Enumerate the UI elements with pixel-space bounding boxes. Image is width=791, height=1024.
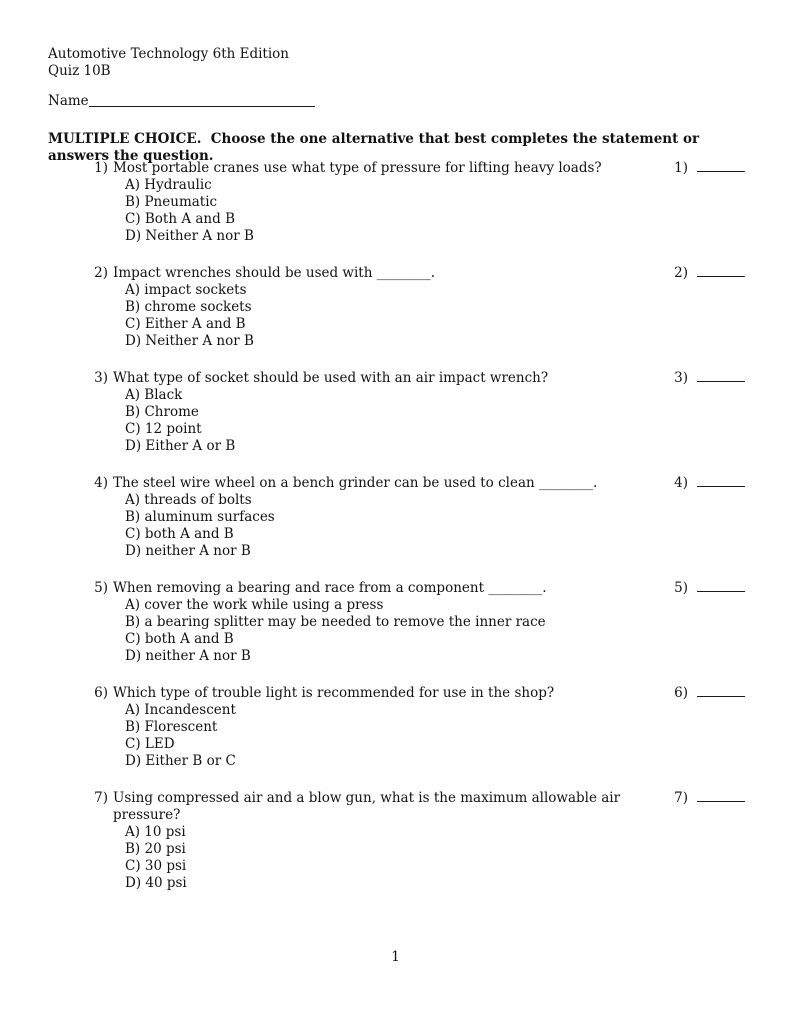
answer-slot: [671, 685, 745, 702]
question-main: [92, 685, 671, 770]
question-number: 4): [94, 475, 108, 491]
option: C) both A and B: [125, 631, 234, 647]
options-list: [125, 387, 655, 455]
answer-number: 4): [674, 475, 688, 491]
question-main: [92, 790, 671, 892]
option: D) Neither A nor B: [125, 333, 254, 349]
question-number: 6): [94, 685, 108, 701]
option: D) neither A nor B: [125, 543, 251, 559]
option: D) Neither A nor B: [125, 228, 254, 244]
options-list: [125, 702, 655, 770]
option: B) chrome sockets: [125, 299, 252, 315]
answer-blank[interactable]: [697, 696, 745, 697]
question-number: 1): [94, 160, 108, 176]
option: A) cover the work while using a press: [125, 597, 384, 613]
question-text: Using compressed air and a blow gun, what is the maximum allowable air pressure?: [113, 790, 621, 823]
option: B) Chrome: [125, 404, 199, 420]
option: B) 20 psi: [125, 841, 186, 857]
question-text: Impact wrenches should be used with ________.: [113, 265, 435, 281]
options-list: [125, 177, 655, 245]
answer-number: 1): [674, 160, 688, 176]
option: C) both A and B: [125, 526, 234, 542]
question-main: [92, 160, 671, 245]
option: B) a bearing splitter may be needed to remove the inner race: [125, 614, 546, 630]
name-label: Name: [48, 93, 89, 109]
question-text: When removing a bearing and race from a component ________.: [113, 580, 547, 596]
question-number: 2): [94, 265, 108, 281]
option: D) Either B or C: [125, 753, 236, 769]
question-main: [92, 370, 671, 455]
question-line: [92, 685, 655, 702]
option: A) Black: [125, 387, 183, 403]
options-list: [125, 282, 655, 350]
question-text: Most portable cranes use what type of pressure for lifting heavy loads?: [113, 160, 602, 176]
answer-number: 3): [674, 370, 688, 386]
options-list: [125, 492, 655, 560]
answer-number: 7): [674, 790, 688, 806]
option: C) LED: [125, 736, 175, 752]
question-line: [92, 370, 655, 387]
answer-number: 2): [674, 265, 688, 281]
question-number: 7): [94, 790, 108, 806]
answer-number: 6): [674, 685, 688, 701]
answer-blank[interactable]: [697, 276, 745, 277]
option: A) Incandescent: [125, 702, 236, 718]
option: C) 30 psi: [125, 858, 187, 874]
document-header: [48, 46, 745, 110]
name-input-line[interactable]: [89, 106, 315, 107]
question-text: What type of socket should be used with an air impact wrench?: [113, 370, 549, 386]
answer-blank[interactable]: [697, 171, 745, 172]
answer-blank[interactable]: [697, 591, 745, 592]
instructions-line: MULTIPLE CHOICE. Choose the one alternative that best completes the statement or answers the question.: [48, 131, 704, 164]
question-line: [92, 790, 655, 824]
question-block: [92, 160, 745, 245]
book-title: Automotive Technology 6th Edition: [48, 46, 289, 62]
question-text: The steel wire wheel on a bench grinder can be used to clean ________.: [113, 475, 598, 491]
question-block: [92, 265, 745, 350]
page-number: 1: [391, 949, 400, 965]
option: C) Either A and B: [125, 316, 246, 332]
question-block: [92, 790, 745, 892]
questions-list: [92, 160, 745, 912]
question-main: [92, 475, 671, 560]
option: C) Both A and B: [125, 211, 235, 227]
document-footer: [0, 949, 791, 966]
answer-slot: [671, 790, 745, 807]
answer-blank[interactable]: [697, 486, 745, 487]
question-block: [92, 685, 745, 770]
answer-slot: [671, 580, 745, 597]
question-line: [92, 160, 655, 177]
options-list: [125, 824, 655, 892]
question-block: [92, 475, 745, 560]
option: A) threads of bolts: [125, 492, 252, 508]
question-main: [92, 265, 671, 350]
option: D) 40 psi: [125, 875, 187, 891]
question-line: [92, 265, 655, 282]
quiz-title: Quiz 10B: [48, 63, 111, 79]
option: A) 10 psi: [125, 824, 186, 840]
option: C) 12 point: [125, 421, 202, 437]
answer-slot: [671, 160, 745, 177]
options-list: [125, 597, 655, 665]
answer-slot: [671, 475, 745, 492]
question-line: [92, 580, 655, 597]
option: A) impact sockets: [125, 282, 247, 298]
question-block: [92, 580, 745, 665]
option: D) Either A or B: [125, 438, 236, 454]
question-number: 5): [94, 580, 108, 596]
answer-slot: [671, 265, 745, 282]
question-number: 3): [94, 370, 108, 386]
question-main: [92, 580, 671, 665]
answer-blank[interactable]: [697, 801, 745, 802]
name-row: [48, 93, 745, 110]
option: B) aluminum surfaces: [125, 509, 275, 525]
option: B) Pneumatic: [125, 194, 218, 210]
option: A) Hydraulic: [125, 177, 212, 193]
question-block: [92, 370, 745, 455]
answer-number: 5): [674, 580, 688, 596]
option: D) neither A nor B: [125, 648, 251, 664]
answer-blank[interactable]: [697, 381, 745, 382]
answer-slot: [671, 370, 745, 387]
option: B) Florescent: [125, 719, 218, 735]
question-text: Which type of trouble light is recommended for use in the shop?: [113, 685, 555, 701]
question-line: [92, 475, 655, 492]
